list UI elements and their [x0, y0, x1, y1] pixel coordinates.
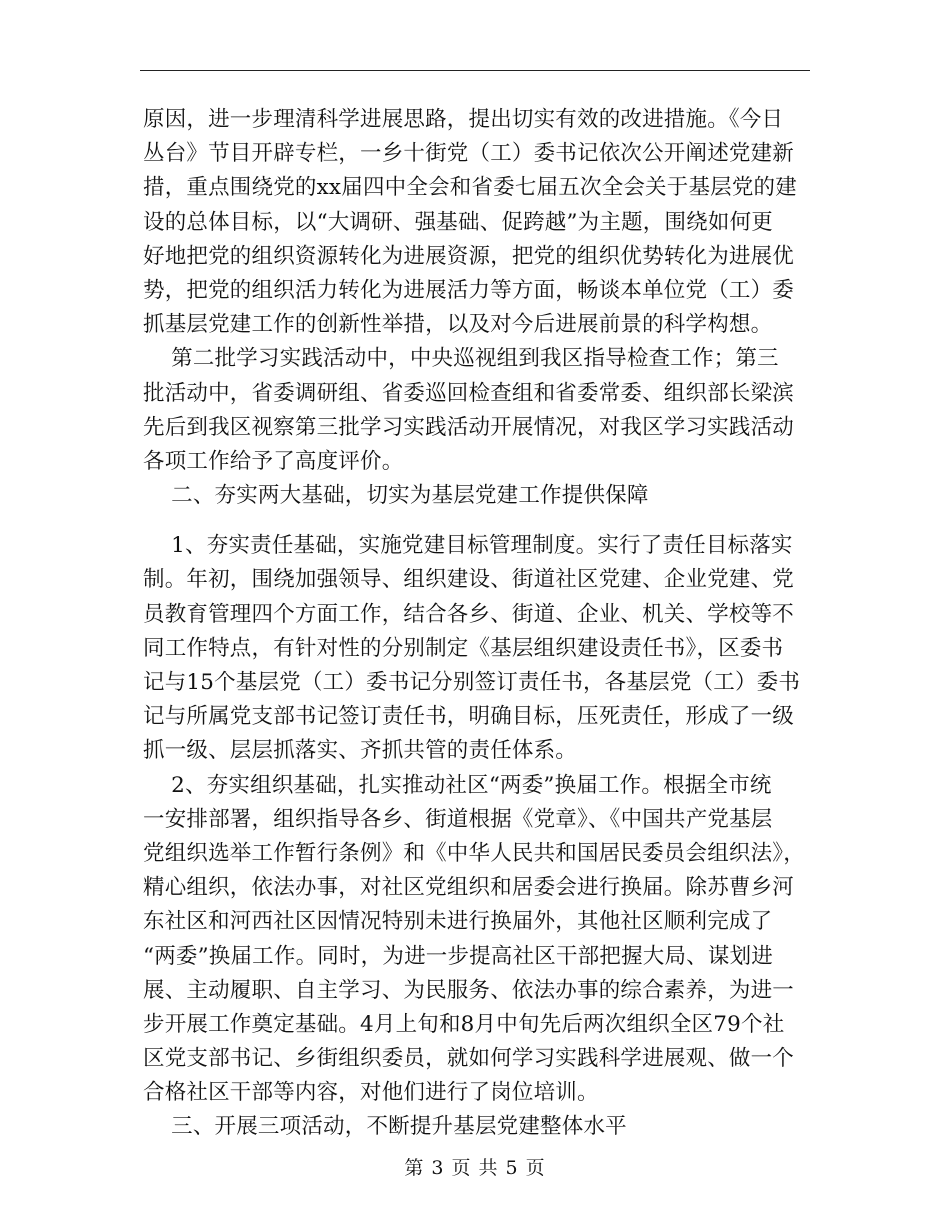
section-heading: 二、夯实两大基础，切实为基层党建工作提供保障 — [143, 483, 649, 509]
text-line: 一安排部署，组织指导各乡、街道根据《党章》、《中国共产党基层 — [143, 806, 773, 832]
text-line: 记与所属党支部书记签订责任书，明确目标，压死责任，形成了一级 — [143, 704, 795, 730]
paragraph-gap — [143, 513, 809, 529]
text-line: 区党支部书记、乡街组织委员，就如何学习实践科学进展观、做一个 — [143, 1046, 795, 1072]
text-line: 批活动中，省委调研组、省委巡回检查组和省委常委、组织部长梁滨 — [143, 380, 795, 406]
section-heading: 三、开展三项活动，不断提升基层党建整体水平 — [143, 1114, 627, 1140]
text-line: 合格社区干部等内容，对他们进行了岗位培训。 — [143, 1080, 599, 1106]
text-line: 原因，进一步理清科学进展思路，提出切实有效的改进措施。《今日 — [143, 107, 784, 132]
text-line: 员教育管理四个方面工作，结合各乡、街道、企业、机关、学校等不 — [143, 601, 795, 627]
text-line: 抓基层党建工作的创新性举措，以及对今后进展前景的科学构想。 — [143, 312, 773, 338]
text-line: 好地把党的组织资源转化为进展资源，把党的组织优势转化为进展优 — [143, 243, 795, 269]
text-line: 步开展工作奠定基础。4月上旬和8月中旬先后两次组织全区79个社 — [143, 1011, 785, 1037]
text-line: 同工作特点，有针对性的分别制定《基层组织建设责任书》，区委书 — [143, 635, 784, 661]
text-line: 第二批学习实践活动中，中央巡视组到我区指导检查工作；第三 — [143, 346, 779, 372]
text-line: 各项工作给予了高度评价。 — [143, 448, 404, 474]
text-line: 丛台》节目开辟专栏，一乡十街党（工）委书记依次公开阐述党建新 — [143, 141, 795, 167]
body-text — [143, 103, 809, 1145]
text-line: 抓一级、层层抓落实、齐抓共管的责任体系。 — [143, 738, 578, 764]
page-number-footer: 第 3 页 共 5 页 — [404, 1157, 546, 1179]
text-line: 2、夯实组织基础，扎实推动社区“两委”换届工作。根据全市统 — [143, 772, 772, 798]
text-line: 势，把党的组织活力转化为进展活力等方面，畅谈本单位党（工）委 — [143, 277, 795, 303]
text-line: 展、主动履职、自主学习、为民服务、依法办事的综合素养，为进一 — [143, 977, 795, 1003]
text-line: 制。年初，围绕加强领导、组织建设、街道社区党建、企业党建、党 — [143, 567, 795, 593]
text-line: 设的总体目标，以“大调研、强基础、促跨越”为主题，围绕如何更 — [143, 209, 773, 235]
text-line: 措，重点围绕党的xx届四中全会和省委七届五次全会关于基层党的建 — [143, 175, 797, 201]
text-line: 记与15个基层党（工）委书记分别签订责任书，各基层党（工）委书 — [143, 670, 801, 695]
header-rule — [140, 70, 810, 71]
text-line: 1、夯实责任基础，实施党建目标管理制度。实行了责任目标落实 — [143, 533, 793, 559]
text-line: “两委”换届工作。同时，为进一步提高社区干部把握大局、谋划进 — [143, 943, 773, 969]
text-line: 先后到我区视察第三批学习实践活动开展情况，对我区学习实践活动 — [143, 414, 795, 440]
text-line: 精心组织，依法办事，对社区党组织和居委会进行换届。除苏曹乡河 — [143, 875, 795, 901]
text-line: 东社区和河西社区因情况特别未进行换届外，其他社区顺利完成了 — [143, 909, 773, 935]
text-line: 党组织选举工作暂行条例》和《中华人民共和国居民委员会组织法》， — [143, 840, 805, 866]
